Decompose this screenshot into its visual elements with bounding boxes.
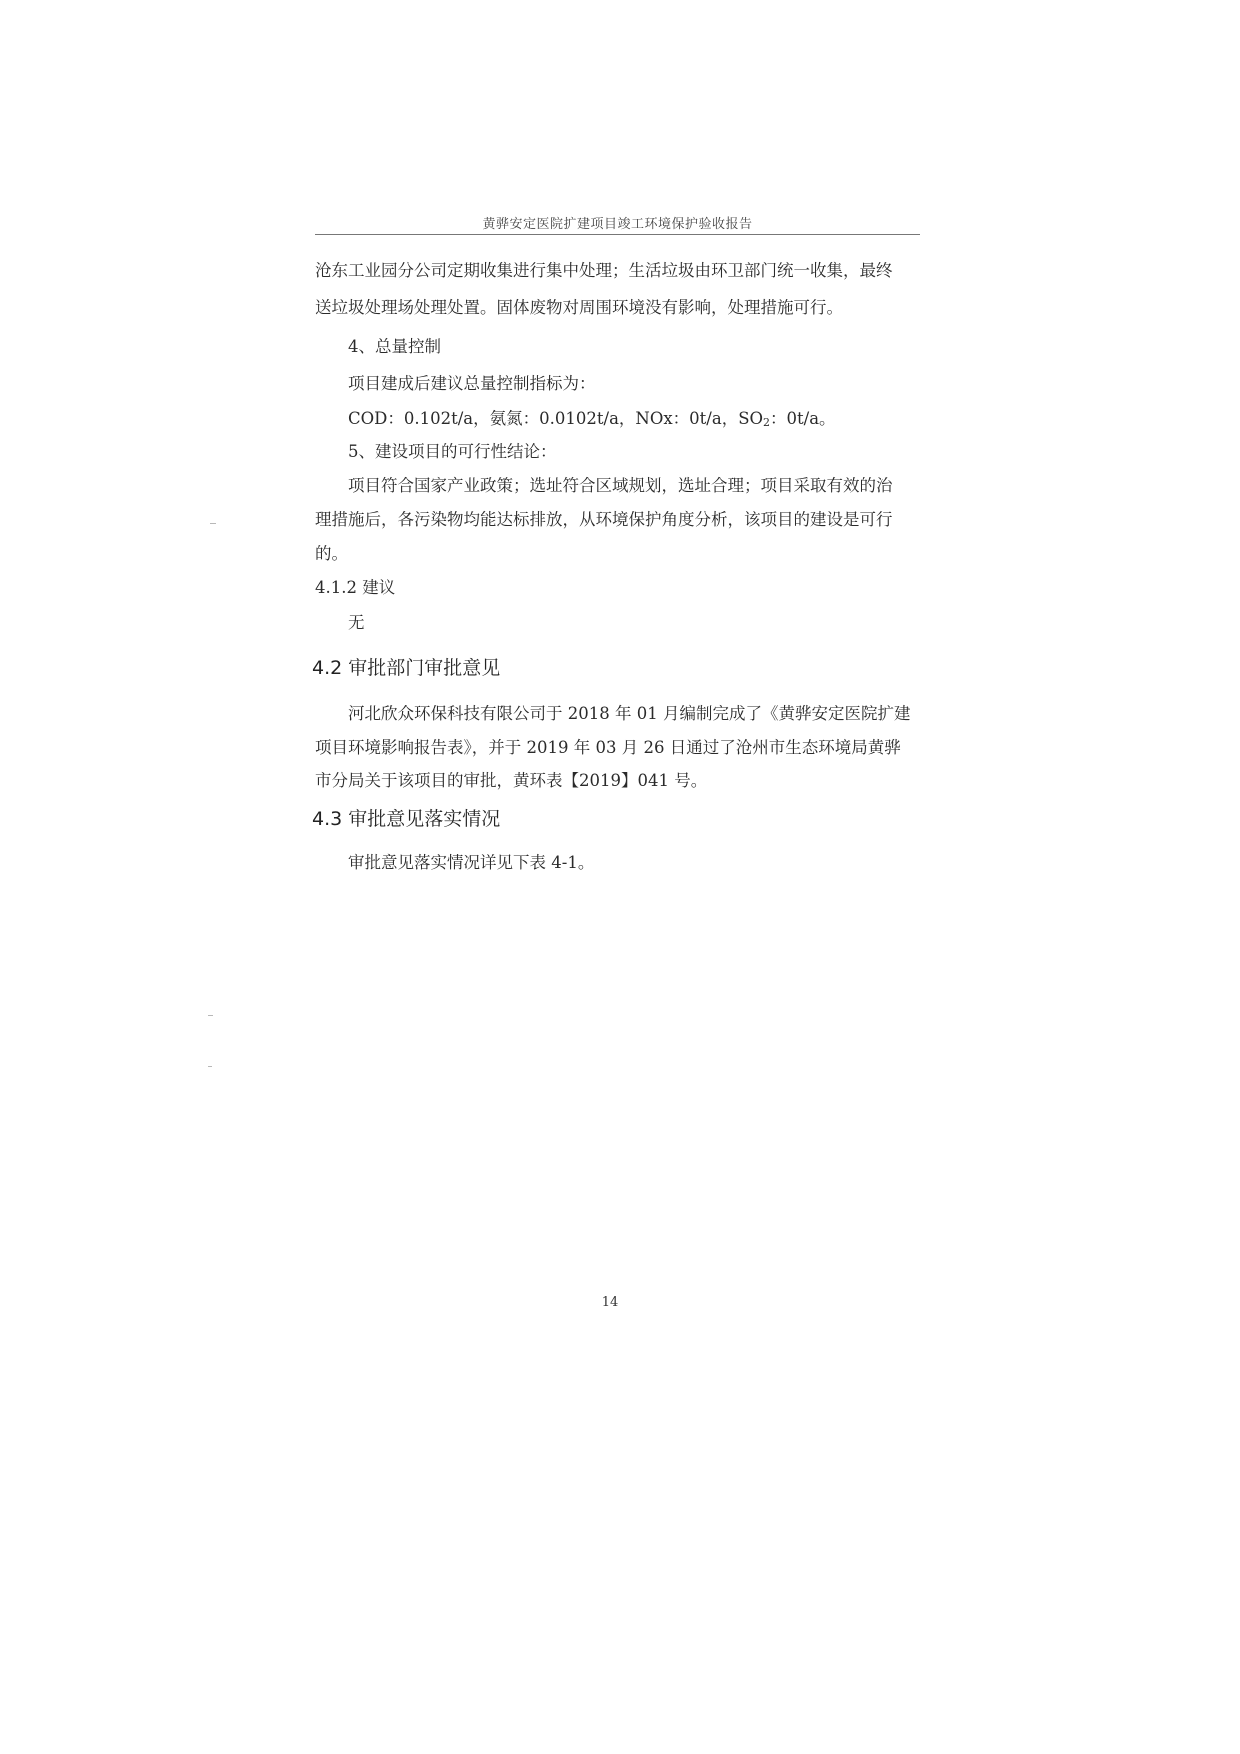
scan-speck: [210, 523, 216, 524]
paragraph-line: 送垃圾处理场处理处置。固体废物对周围环境没有影响，处理措施可行。: [315, 298, 843, 317]
page-number: 14: [601, 1295, 619, 1310]
scan-speck: [208, 1015, 213, 1016]
item-heading: 5、建设项目的可行性结论：: [348, 442, 557, 461]
paragraph-line: 的。: [315, 544, 348, 563]
paragraph-line: 项目建成后建议总量控制指标为：: [348, 374, 596, 393]
paragraph-line: 市分局关于该项目的审批，黄环表【2019】041 号。: [315, 771, 708, 790]
scan-speck: [208, 1066, 212, 1067]
paragraph-line: 理措施后，各污染物均能达标排放，从环境保护角度分析，该项目的建设是可行: [315, 510, 893, 529]
header-title: 黄骅安定医院扩建项目竣工环境保护验收报告: [482, 217, 753, 232]
paragraph-line: 审批意见落实情况详见下表 4-1。: [348, 853, 595, 872]
section-heading: 4.3 审批意见落实情况: [312, 808, 501, 830]
paragraph-line: 项目环境影响报告表》，并于 2019 年 03 月 26 日通过了沧州市生态环境局黄骅: [315, 738, 901, 757]
values-text: ：0t/a。: [770, 409, 836, 428]
total-control-values: [348, 411, 836, 428]
subscript: 2: [763, 416, 771, 429]
subsection-heading: 4.1.2 建议: [315, 578, 396, 597]
values-text: COD：0.102t/a，氨氮：0.0102t/a，NOx：0t/a，SO: [348, 409, 764, 428]
paragraph-line: 河北欣众环保科技有限公司于 2018 年 01 月编制完成了《黄骅安定医院扩建: [348, 704, 911, 723]
paragraph-line: 项目符合国家产业政策；选址符合区域规划，选址合理；项目采取有效的治: [348, 476, 893, 495]
paragraph-line: 无: [348, 613, 365, 632]
header-divider: [315, 234, 920, 235]
item-heading: 4、总量控制: [348, 337, 441, 356]
paragraph-line: 沧东工业园分公司定期收集进行集中处理；生活垃圾由环卫部门统一收集，最终: [315, 261, 893, 280]
section-heading: 4.2 审批部门审批意见: [312, 657, 501, 679]
